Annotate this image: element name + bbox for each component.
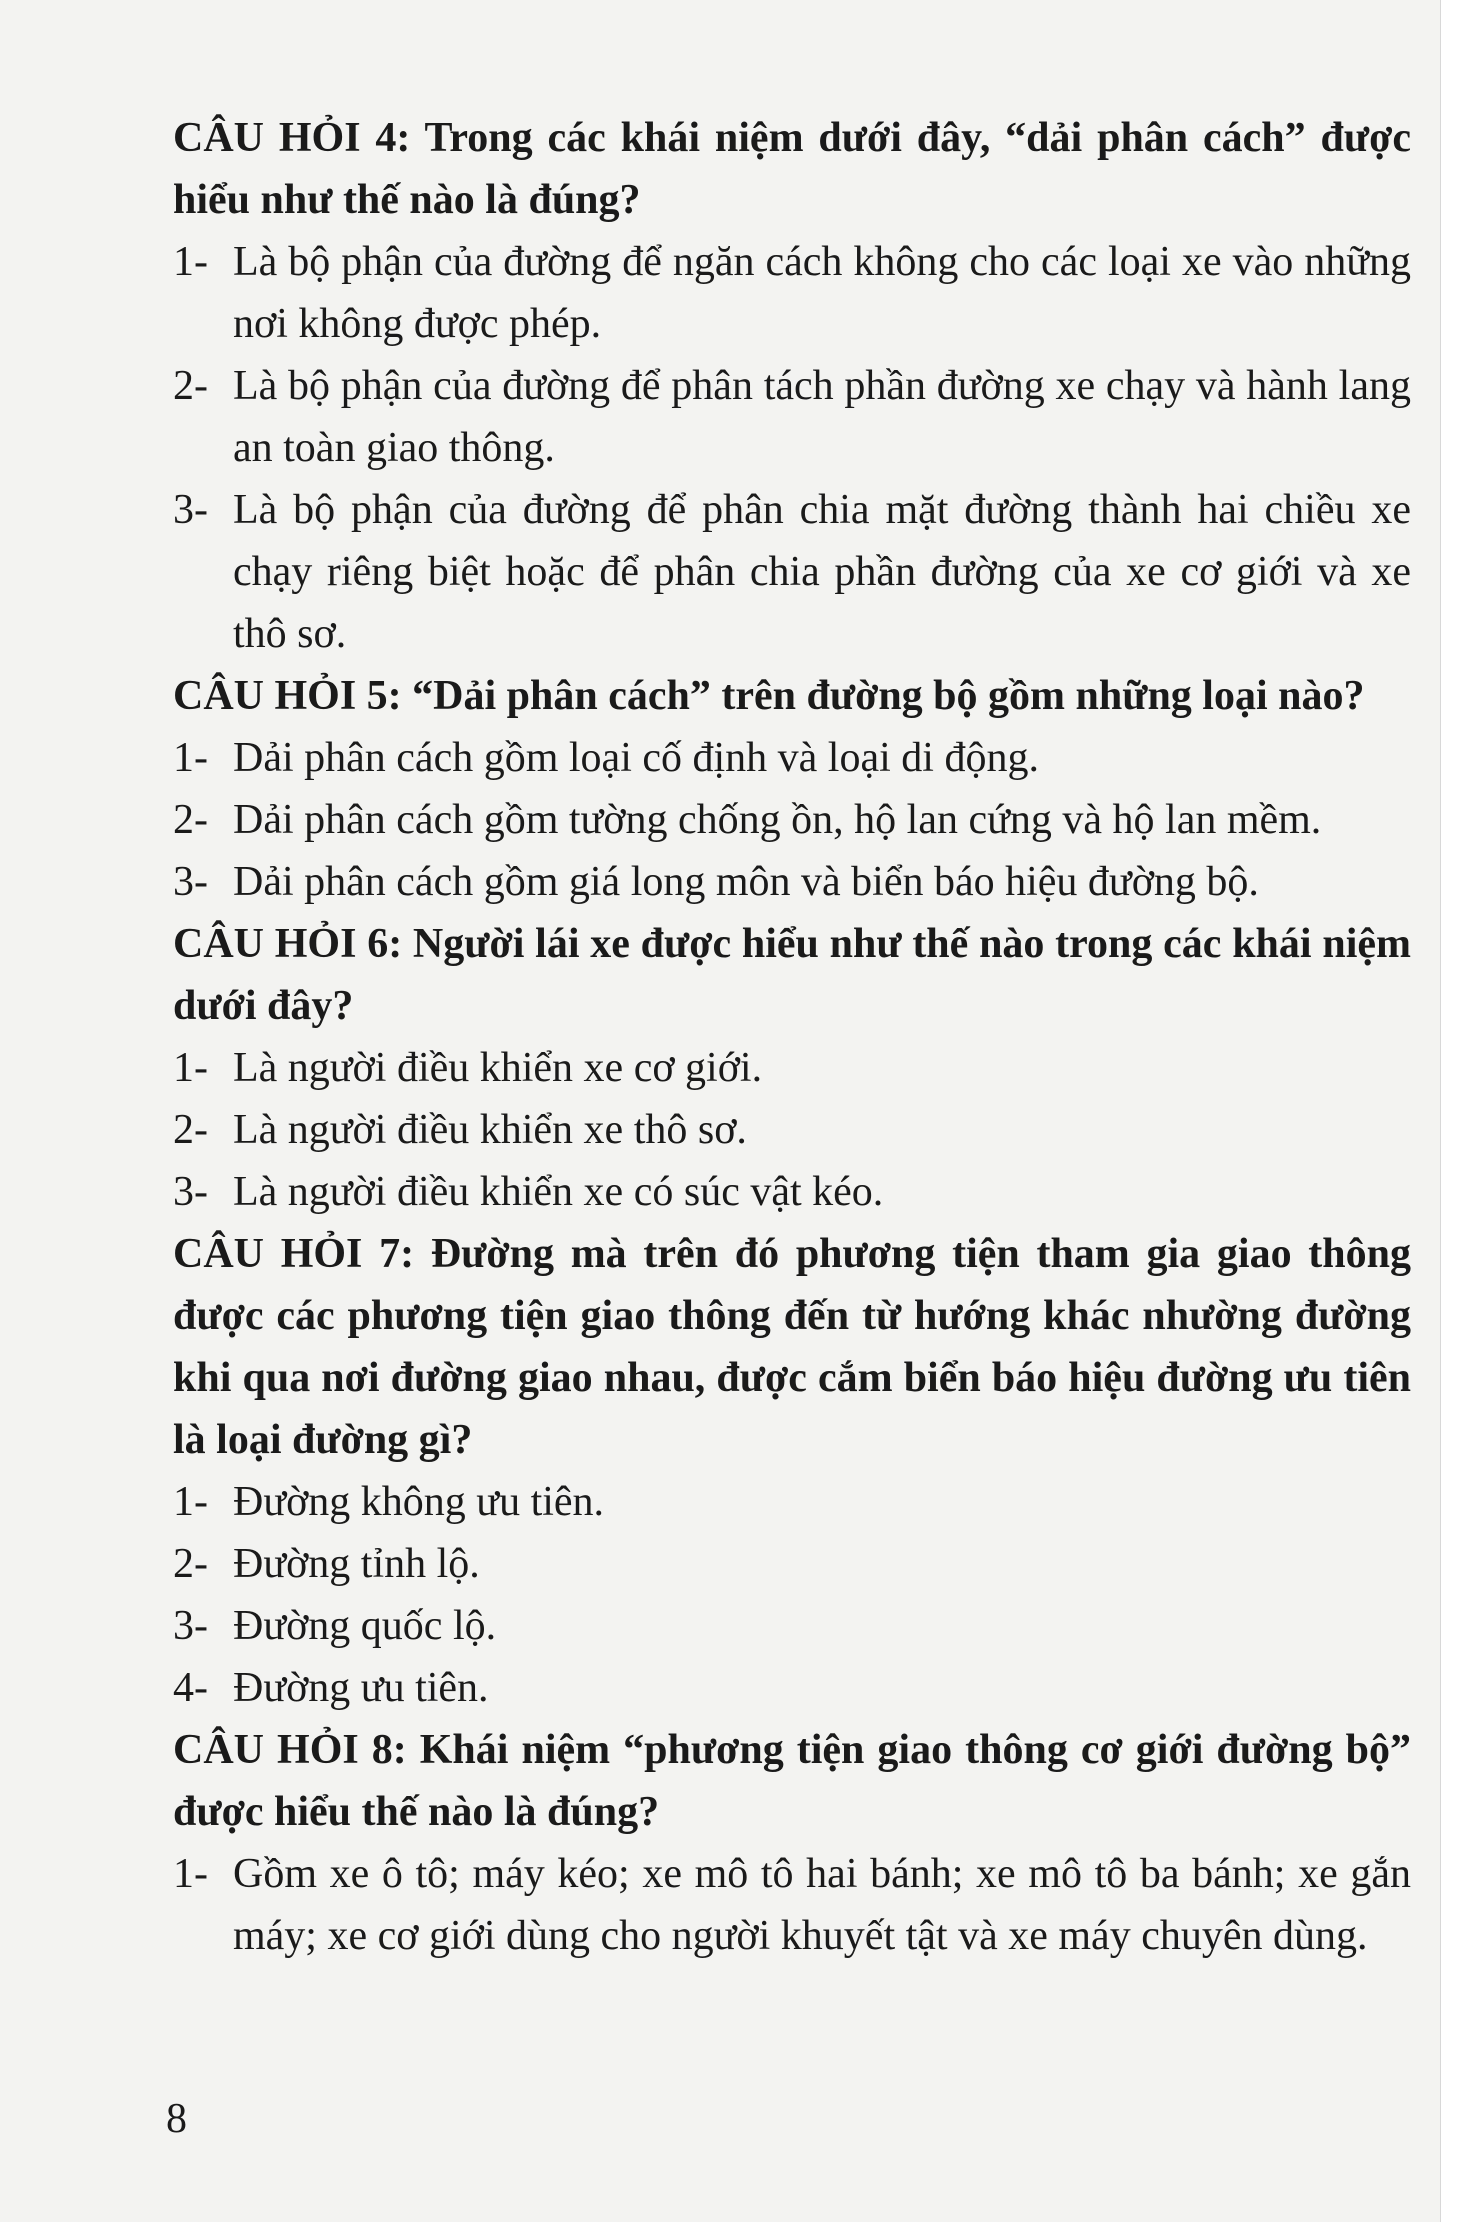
question-7 <box>173 1223 1411 1719</box>
option-number: 2- <box>173 1107 208 1153</box>
option-text: Là người điều khiển xe thô sơ. <box>233 1107 747 1153</box>
question-title: CÂU HỎI 7: Đường mà trên đó phương tiện tham gia giao thông được các phương tiện giao thông đến từ hướng khác nhường đường khi qua nơi đường giao nhau, được cắm biển báo hiệu đường ưu tiên là loại đường gì? <box>173 1231 1411 1463</box>
option-text: Là bộ phận của đường để ngăn cách không cho các loại xe vào những nơi không được phép. <box>233 239 1411 347</box>
option-item <box>173 479 1411 665</box>
option-item <box>173 1099 1411 1161</box>
question-title: CÂU HỎI 5: “Dải phân cách” trên đường bộ gồm những loại nào? <box>173 673 1365 719</box>
options-list <box>173 727 1411 913</box>
question-title: CÂU HỎI 6: Người lái xe được hiểu như thế nào trong các khái niệm dưới đây? <box>173 921 1411 1029</box>
option-text: Đường không ưu tiên. <box>233 1479 605 1525</box>
question-5 <box>173 665 1411 913</box>
option-text: Là người điều khiển xe cơ giới. <box>233 1045 763 1091</box>
option-number: 3- <box>173 1169 208 1215</box>
option-number: 3- <box>173 1603 208 1649</box>
options-list <box>173 231 1411 665</box>
option-item <box>173 789 1411 851</box>
option-text: Đường ưu tiên. <box>233 1665 489 1711</box>
option-number: 4- <box>173 1665 208 1711</box>
option-text: Dải phân cách gồm tường chống ồn, hộ lan cứng và hộ lan mềm. <box>233 797 1322 843</box>
option-item <box>173 231 1411 355</box>
option-number: 3- <box>173 487 208 533</box>
options-list <box>173 1471 1411 1719</box>
option-number: 1- <box>173 1045 208 1091</box>
question-8 <box>173 1719 1411 1967</box>
question-title: CÂU HỎI 8: Khái niệm “phương tiện giao thông cơ giới đường bộ” được hiểu thế nào là đúng? <box>173 1727 1411 1835</box>
option-text: Dải phân cách gồm loại cố định và loại di động. <box>233 735 1039 781</box>
question-6 <box>173 913 1411 1223</box>
option-text: Dải phân cách gồm giá long môn và biển báo hiệu đường bộ. <box>233 859 1259 905</box>
option-item <box>173 1843 1411 1967</box>
option-text: Là người điều khiển xe có súc vật kéo. <box>233 1169 884 1215</box>
option-item <box>173 355 1411 479</box>
option-item <box>173 727 1411 789</box>
option-number: 1- <box>173 1479 208 1525</box>
option-item <box>173 851 1411 913</box>
option-number: 2- <box>173 797 208 843</box>
option-number: 2- <box>173 363 208 409</box>
page-number: 8 <box>166 2096 187 2142</box>
option-number: 2- <box>173 1541 208 1587</box>
option-item <box>173 1037 1411 1099</box>
option-number: 3- <box>173 859 208 905</box>
option-text: Đường quốc lộ. <box>233 1603 497 1649</box>
option-text: Là bộ phận của đường để phân chia mặt đường thành hai chiều xe chạy riêng biệt hoặc để phân chia phần đường của xe cơ giới và xe thô sơ. <box>233 487 1411 657</box>
option-item <box>173 1657 1411 1719</box>
option-item <box>173 1161 1411 1223</box>
option-text: Đường tỉnh lộ. <box>233 1541 480 1587</box>
option-item <box>173 1595 1411 1657</box>
options-list <box>173 1843 1411 1967</box>
question-title: CÂU HỎI 4: Trong các khái niệm dưới đây, “dải phân cách” được hiểu như thế nào là đúng? <box>173 115 1411 223</box>
option-number: 1- <box>173 239 208 285</box>
options-list <box>173 1037 1411 1223</box>
option-item <box>173 1533 1411 1595</box>
question-4 <box>173 107 1411 665</box>
option-text: Gồm xe ô tô; máy kéo; xe mô tô hai bánh; xe mô tô ba bánh; xe gắn máy; xe cơ giới dùng cho người khuyết tật và xe máy chuyên dùng. <box>233 1851 1411 1959</box>
page-content <box>173 107 1411 1967</box>
option-text: Là bộ phận của đường để phân tách phần đường xe chạy và hành lang an toàn giao thông. <box>233 363 1411 471</box>
option-number: 1- <box>173 1851 208 1897</box>
option-item <box>173 1471 1411 1533</box>
option-number: 1- <box>173 735 208 781</box>
